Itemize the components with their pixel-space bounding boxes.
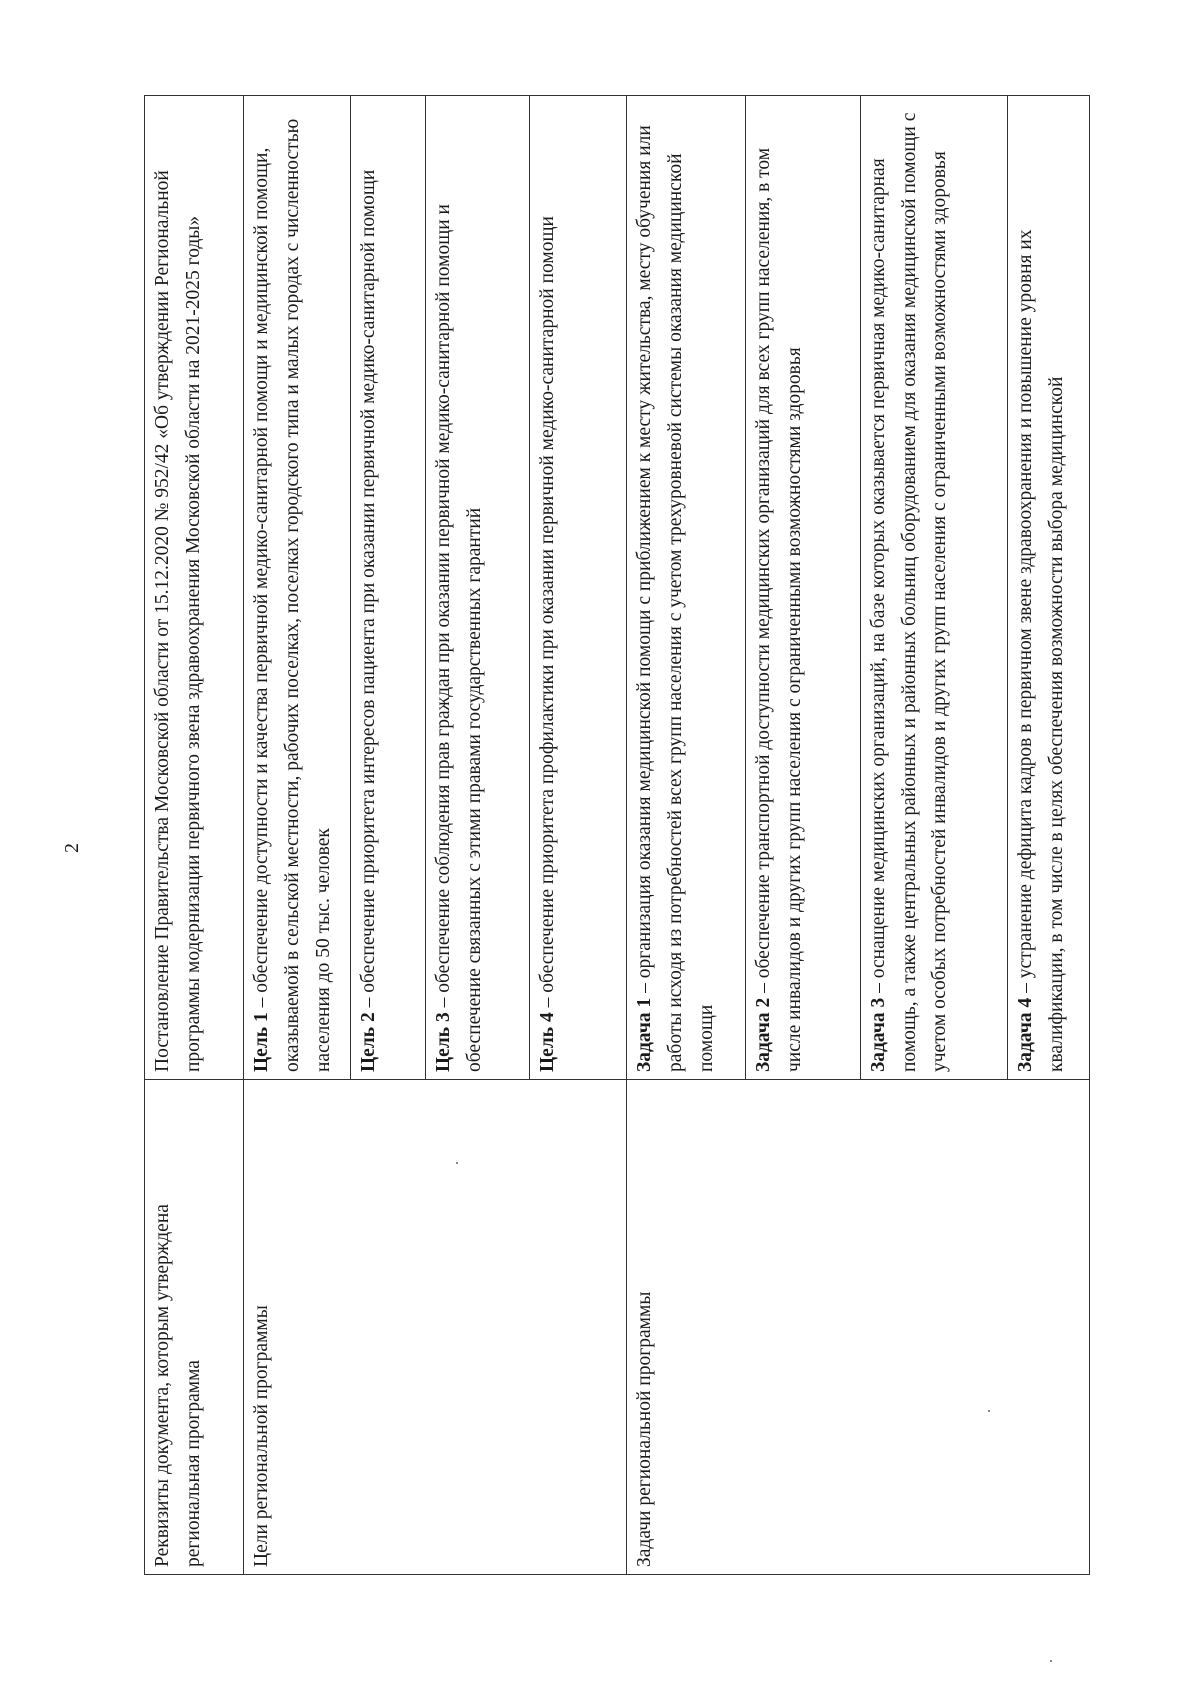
page-number: 2	[61, 843, 83, 853]
task-text: – обеспечение транспортной доступности медицинских организаций для всех групп населения, в том числе инвалидов и других групп населения с ограниченными возможностями здоровья	[753, 147, 806, 1072]
requisites-text: Постановление Правительства Московской области от 15.12.2020 № 952/42 «Об утверждении Региональной программы модернизации первичного звена здравоохранения Московской области на 2021-2025 годы»	[152, 170, 204, 1072]
scan-speck	[988, 1410, 990, 1412]
goal-title: Цель 3	[433, 1012, 455, 1072]
goal-cell	[350, 96, 426, 1080]
goal-cell	[530, 96, 627, 1080]
goal-text: – обеспечение доступности и качества первичной медико-санитарной помощи и медицинской помощи, оказываемой в сельской местности, рабочих поселках, поселках городского типа и малых городах с численностью населения до 50 тыс. человек	[251, 118, 335, 1072]
goal-title: Цель 1	[251, 1012, 273, 1072]
goal-title: Цель 4	[537, 1012, 559, 1072]
row-label	[244, 1080, 627, 1575]
table-row	[627, 96, 746, 1575]
goal-title: Цель 2	[357, 1012, 379, 1072]
task-title: Задача 1	[634, 997, 656, 1072]
task-title: Задача 4	[1014, 997, 1036, 1072]
task-cell	[1007, 96, 1089, 1080]
scan-speck	[456, 1162, 458, 1164]
requisites-label: Реквизиты документа, которым утверждена региональная программа	[152, 1204, 204, 1567]
task-text: – организация оказания медицинской помощи с приближением к месту жительства, месту обучения или работы исходя из потребностей всех групп населения с учетом трехуровневой системы оказания медицинской помощи	[634, 125, 717, 1072]
row-content	[145, 96, 244, 1080]
goal-cell	[426, 96, 530, 1080]
row-label	[627, 1080, 1090, 1575]
task-cell	[627, 96, 746, 1080]
goal-text: – обеспечение соблюдения прав граждан при оказании первичной медико-санитарной помощи и обеспечение связанных с этими правами государственных гарантий	[433, 204, 486, 1072]
scan-speck	[1050, 1660, 1052, 1662]
task-title: Задача 2	[753, 997, 775, 1072]
task-cell	[746, 96, 861, 1080]
program-details-table	[144, 95, 1090, 1575]
table-row	[244, 96, 350, 1575]
goal-cell	[244, 96, 350, 1080]
task-text: – оснащение медицинских организаций, на базе которых оказывается первичная медико-санитарная помощь, а также центральных районных и районных больниц оборудованием для оказания медицинской помощи с учетом особых потребностей инвалидов и других групп населения с ограниченными возможностями здоровья	[867, 112, 951, 1072]
goal-text: – обеспечение приоритета интересов пациента при оказании первичной медико-санитарной помощи	[357, 169, 379, 1013]
document-table-wrapper	[144, 95, 1090, 1575]
goal-text: – обеспечение приоритета профилактики при оказании первичной медико-санитарной помощи	[537, 216, 559, 1013]
tasks-label: Задачи региональной программы	[634, 1291, 656, 1567]
task-cell	[860, 96, 1007, 1080]
table-row	[145, 96, 244, 1575]
row-label	[145, 1080, 244, 1575]
task-title: Задача 3	[867, 997, 889, 1072]
task-text: – устранение дефицита кадров в первичном звене здравоохранения и повышение уровня их квалификации, в том числе в целях обеспечения возможности выбора медицинской	[1014, 229, 1067, 1072]
goals-label: Цели региональной программы	[251, 1305, 273, 1567]
